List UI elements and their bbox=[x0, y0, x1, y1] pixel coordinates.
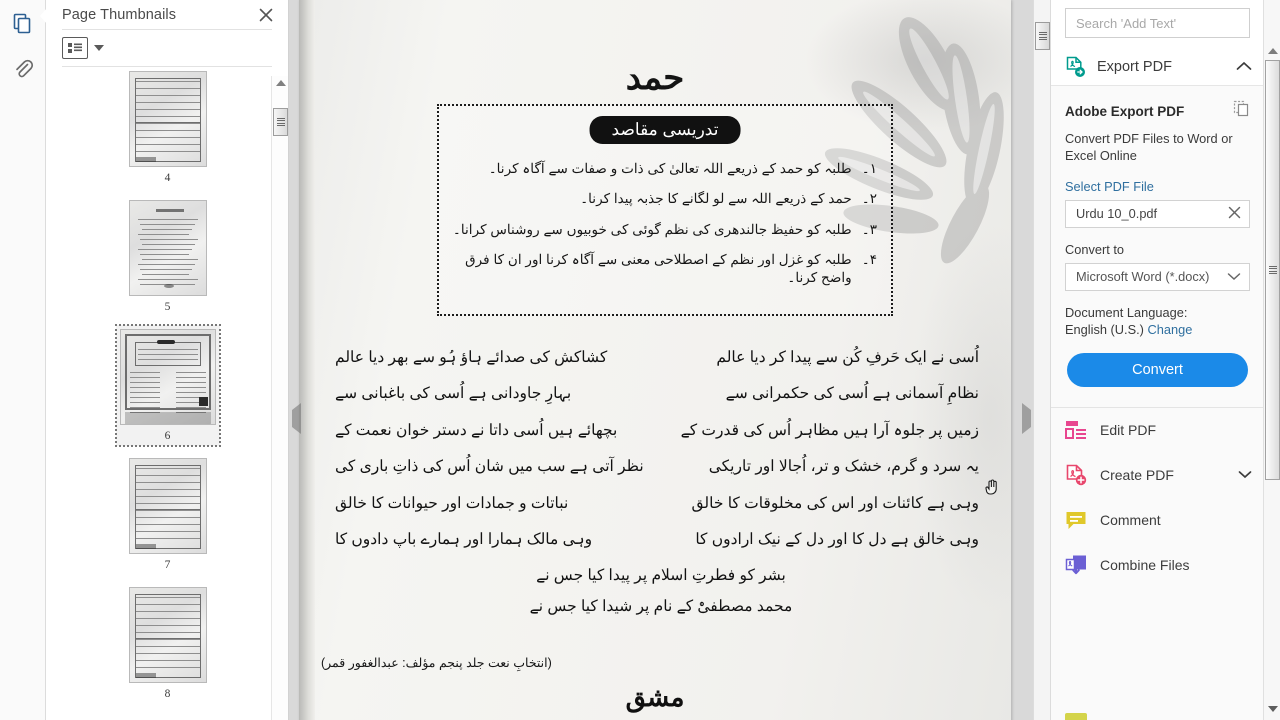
adobe-export-description: Convert PDF Files to Word or Excel Online bbox=[1065, 131, 1233, 164]
closing-line-2: محمد مصطفیْٰ کے نام پر شیدا کیا جس نے bbox=[529, 598, 793, 616]
thumbnail-page-5[interactable] bbox=[125, 196, 211, 317]
tool-item-combine-files[interactable] bbox=[1051, 543, 1264, 588]
tool-item-edit-pdf[interactable] bbox=[1051, 408, 1264, 453]
create-pdf-icon bbox=[1065, 464, 1087, 486]
tools-scroll-down-icon[interactable] bbox=[1268, 706, 1278, 712]
thumbnails-toolbar bbox=[46, 30, 288, 66]
clear-file-icon[interactable] bbox=[1228, 206, 1241, 222]
couplet-4 bbox=[329, 457, 993, 476]
couplet-2 bbox=[329, 384, 993, 403]
tool-item-create-pdf[interactable] bbox=[1051, 453, 1264, 498]
attachments-icon[interactable] bbox=[0, 46, 46, 92]
adobe-export-title-row bbox=[1065, 100, 1250, 122]
thumbnails-scrollbar[interactable] bbox=[271, 76, 288, 720]
thumbnail-image bbox=[129, 587, 207, 683]
objective-text: طلبہ کو حفیظ جالندھری کی نظم گوئی کی خوبیوں سے روشناس کرانا۔ bbox=[452, 221, 852, 237]
tools-panel-content bbox=[1051, 0, 1264, 720]
select-pdf-file-label[interactable]: Select PDF File bbox=[1065, 178, 1154, 194]
page-heading: حمد bbox=[625, 59, 685, 97]
adobe-export-title: Adobe Export PDF bbox=[1065, 103, 1185, 119]
convert-to-select[interactable] bbox=[1065, 263, 1250, 291]
export-pdf-label: Export PDF bbox=[1097, 58, 1172, 75]
thumbnail-image bbox=[129, 200, 207, 296]
tool-label: Combine Files bbox=[1100, 557, 1190, 574]
export-pdf-body bbox=[1051, 86, 1264, 387]
page-thumbnails-icon[interactable] bbox=[0, 0, 46, 46]
thumbnail-image bbox=[129, 71, 207, 167]
export-pdf-icon bbox=[1063, 55, 1087, 79]
document-language-value: English (U.S.) bbox=[1065, 321, 1144, 337]
teaching-objectives-box bbox=[437, 104, 893, 316]
edit-pdf-icon bbox=[1065, 419, 1087, 441]
chevron-up-icon[interactable] bbox=[1236, 59, 1252, 74]
closing-line-1: بشر کو فطرتِ اسلام پر پیدا کیا جس نے bbox=[536, 567, 786, 585]
objective-number: ۳۔ bbox=[861, 221, 877, 237]
combine-files-glyph bbox=[1065, 554, 1087, 576]
tools-scrollbar-thumb[interactable] bbox=[1265, 60, 1280, 480]
page-thumbnails-glyph bbox=[11, 11, 35, 35]
couplet-6 bbox=[329, 530, 993, 549]
chevron-down-glyph-create-pdf bbox=[1238, 470, 1252, 479]
copy-pages-glyph bbox=[1233, 100, 1250, 117]
objective-number: ۱۔ bbox=[861, 161, 877, 176]
document-viewer bbox=[289, 0, 1050, 720]
copy-pages-icon[interactable] bbox=[1233, 100, 1250, 122]
thumbnail-page-number: 5 bbox=[164, 301, 171, 313]
tools-scroll-up-icon[interactable] bbox=[1268, 48, 1278, 54]
viewer-scrollbar[interactable] bbox=[1033, 0, 1050, 720]
hemistich-left: بہارِ جاودانی ہے اُسی کی باغبانی سے bbox=[335, 385, 572, 403]
hemistich-right: وہی ہے کائنات اور اس کی مخلوقات کا خالق bbox=[691, 494, 979, 512]
edit-pdf-glyph bbox=[1065, 419, 1087, 441]
list-view-icon[interactable] bbox=[62, 37, 88, 59]
thumbnail-page-number: 8 bbox=[164, 688, 171, 700]
thumbnail-page-4[interactable] bbox=[125, 67, 211, 188]
selected-file-name: Urdu 10_0.pdf bbox=[1076, 206, 1158, 222]
chevron-down-icon-select[interactable] bbox=[1227, 269, 1241, 284]
objective-text: طلبہ کو حمد کے ذریعے اللہ تعالیٰ کی ذات و صفات سے آگاہ کرنا۔ bbox=[488, 161, 852, 176]
thumbnail-page-number: 6 bbox=[164, 430, 171, 442]
couplet-3 bbox=[329, 421, 993, 440]
thumbnails-scroll-area bbox=[46, 67, 288, 720]
chevron-down-glyph bbox=[1227, 272, 1241, 281]
document-page bbox=[299, 0, 1011, 720]
couplet-1 bbox=[329, 348, 993, 367]
search-input[interactable] bbox=[1065, 8, 1250, 38]
hemistich-right: اُسی نے ایک حَرفِ کُن سے پیدا کر دیا عالم bbox=[716, 349, 979, 366]
tools-list bbox=[1051, 408, 1264, 588]
previous-page-button[interactable] bbox=[292, 410, 306, 426]
viewer-scrollbar-thumb[interactable] bbox=[1035, 22, 1050, 50]
thumbnail-image bbox=[120, 329, 216, 425]
exercise-heading: مشق bbox=[625, 682, 685, 712]
tool-label: Comment bbox=[1100, 512, 1161, 529]
close-glyph bbox=[259, 8, 273, 22]
scroll-up-arrow-icon[interactable] bbox=[276, 80, 286, 86]
objective-number: ۲۔ bbox=[861, 191, 877, 207]
objective-item-2 bbox=[451, 190, 877, 208]
tool-label: Edit PDF bbox=[1100, 422, 1157, 439]
tool-label: Create PDF bbox=[1100, 467, 1174, 484]
partial-tool-icon[interactable] bbox=[1065, 713, 1087, 720]
hemistich-right: نظامِ آسمانی ہے اُسی کی حکمرانی سے bbox=[725, 385, 979, 403]
list-view-glyph bbox=[67, 42, 83, 54]
chevron-down-icon[interactable] bbox=[94, 45, 104, 51]
grip-icon-viewer bbox=[1039, 32, 1047, 40]
chevron-left-icon bbox=[292, 403, 301, 434]
grip-icon bbox=[277, 118, 285, 126]
document-language-row bbox=[1065, 322, 1250, 337]
thumbnail-page-8[interactable] bbox=[125, 583, 211, 704]
tools-panel bbox=[1050, 0, 1280, 720]
page-spine bbox=[299, 0, 315, 720]
grip-icon-tools bbox=[1269, 266, 1277, 274]
objective-number: ۴۔ bbox=[861, 252, 877, 268]
close-icon[interactable] bbox=[256, 5, 276, 25]
hemistich-left: کشاکش کی صدائے ہاؤ ہُو سے بھر دیا عالم bbox=[335, 349, 608, 366]
thumbnails-header bbox=[46, 0, 288, 29]
combine-files-icon bbox=[1065, 554, 1087, 576]
objective-text: طلبہ کو غزل اور نظم کے اصطلاحی معنی سے آگاہ کرنا اور ان کا فرق واضح کرنا۔ bbox=[465, 252, 852, 286]
thumbnail-image bbox=[129, 458, 207, 554]
export-pdf-section-header[interactable] bbox=[1051, 48, 1264, 86]
selected-file-field[interactable] bbox=[1065, 200, 1250, 228]
poem-body bbox=[329, 348, 993, 628]
scrollbar-thumb[interactable] bbox=[273, 108, 288, 136]
poem-attribution: (انتخابِ نعت جلد پنجم مؤلف: عبدالغفور قمر) bbox=[321, 656, 552, 670]
objective-item-4 bbox=[451, 251, 877, 288]
thumbnails-list bbox=[46, 67, 288, 712]
objective-text: حمد کے ذریعے اللہ سے لو لگانے کا جذبہ پیدا کرنا۔ bbox=[580, 191, 852, 207]
chevron-down-icon-create-pdf[interactable] bbox=[1238, 466, 1252, 484]
hemistich-right: وہی خالق ہے دل کا اور دل کے نیک ارادوں کا bbox=[695, 530, 979, 548]
paperclip-glyph bbox=[11, 57, 35, 81]
hemistich-left: بچھائے ہیں اُسی داتا نے دستر خوان نعمت کے bbox=[335, 421, 618, 439]
create-pdf-glyph bbox=[1065, 464, 1087, 486]
objective-item-1 bbox=[451, 160, 877, 178]
thumbnail-page-number: 7 bbox=[164, 559, 171, 571]
chevron-up-glyph bbox=[1236, 61, 1252, 71]
thumbnail-page-number: 4 bbox=[164, 172, 171, 184]
objectives-list bbox=[451, 160, 877, 300]
change-language-link[interactable]: Change bbox=[1147, 321, 1193, 337]
document-language-label: Document Language: bbox=[1065, 304, 1188, 320]
convert-to-value: Microsoft Word (*.docx) bbox=[1076, 269, 1210, 285]
hemistich-left: نظر آتی ہے سب میں شان اُس کی ذاتِ باری کی bbox=[335, 458, 644, 476]
tool-item-comment[interactable] bbox=[1051, 498, 1264, 543]
search-container bbox=[1051, 0, 1264, 48]
clear-file-glyph bbox=[1228, 206, 1241, 219]
convert-button[interactable]: Convert bbox=[1067, 353, 1248, 387]
comment-glyph bbox=[1065, 509, 1087, 531]
objectives-heading: تدریسی مقاصد bbox=[590, 116, 741, 144]
tools-scrollbar[interactable] bbox=[1263, 0, 1280, 720]
hemistich-right: زمیں پر جلوہ آرا ہیں مظاہر اُس کی قدرت کے bbox=[680, 421, 979, 439]
couplet-5 bbox=[329, 494, 993, 513]
thumbnail-page-6[interactable] bbox=[116, 325, 220, 446]
objective-item-3 bbox=[451, 221, 877, 239]
hemistich-left: وہی مالک ہمارا اور ہمارے باپ دادوں کا bbox=[335, 530, 593, 548]
page-thumbnails-panel bbox=[46, 0, 289, 720]
thumbnail-page-7[interactable] bbox=[125, 454, 211, 575]
convert-to-label: Convert to bbox=[1065, 241, 1125, 257]
chevron-right-icon bbox=[1022, 403, 1031, 434]
left-icon-rail bbox=[0, 0, 46, 720]
hemistich-right: یہ سرد و گرم، خشک و تر، اُجالا اور تاریکی bbox=[708, 458, 979, 476]
comment-icon bbox=[1065, 509, 1087, 531]
page-title: Page Thumbnails bbox=[62, 6, 177, 23]
hemistich-left: نباتات و جمادات اور حیوانات کا خالق bbox=[335, 494, 569, 512]
